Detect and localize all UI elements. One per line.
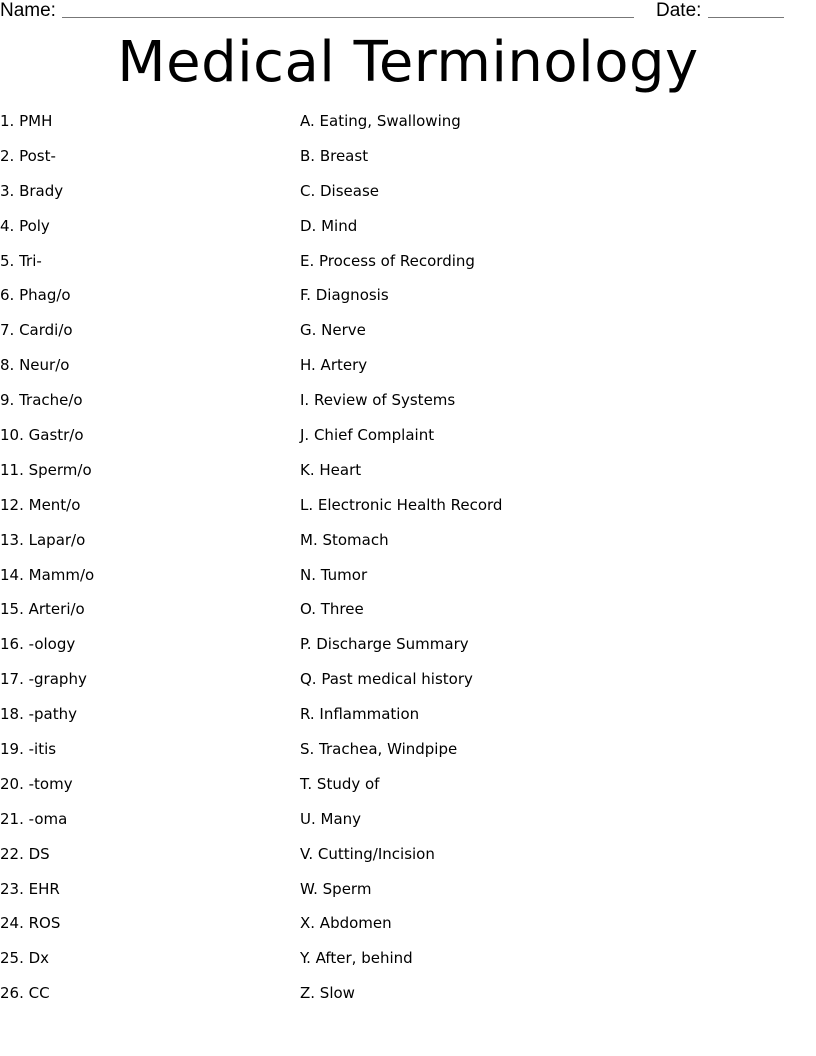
definition-item: E. Process of Recording [300,251,475,270]
definition-item: D. Mind [300,216,358,235]
term-item: 15. Arteri/o [0,600,85,619]
term-item: 1. PMH [0,112,53,130]
definition-item: U. Many [300,809,362,828]
definition-item: N. Tumor [300,565,368,584]
term-item: 2. Post- [0,146,56,165]
name-line[interactable] [62,17,634,18]
terms-list [0,111,290,1018]
term-item: 6. Phag/o [0,286,71,305]
definitions-list [300,111,800,1018]
definition-item: L. Electronic Health Record [300,495,503,514]
definition-item: A. Eating, Swallowing [300,112,461,130]
definition-item: S. Trachea, Windpipe [300,740,458,759]
date-line[interactable] [708,17,784,18]
definition-item: R. Inflammation [300,705,420,724]
term-item: 12. Ment/o [0,495,81,514]
term-item: 23. EHR [0,879,60,898]
term-item: 4. Poly [0,216,50,235]
term-item: 8. Neur/o [0,356,70,375]
definition-item: W. Sperm [300,879,372,898]
term-item: 17. -graphy [0,670,87,689]
term-item: 20. -tomy [0,774,73,793]
term-item: 24. ROS [0,914,61,933]
definition-item: J. Chief Complaint [300,426,435,445]
definition-item: Q. Past medical history [300,670,473,689]
term-item: 9. Trache/o [0,391,83,410]
term-item: 26. CC [0,984,50,1003]
definition-item: V. Cutting/Incision [300,844,435,863]
term-item: 22. DS [0,844,50,863]
definition-item: I. Review of Systems [300,391,456,410]
term-item: 13. Lapar/o [0,530,86,549]
term-item: 5. Tri- [0,251,42,270]
term-item: 19. -itis [0,740,57,759]
term-item: 10. Gastr/o [0,426,84,445]
term-item: 14. Mamm/o [0,565,95,584]
definition-item: P. Discharge Summary [300,635,469,654]
definition-item: C. Disease [300,181,380,200]
definition-item: O. Three [300,600,364,619]
definition-item: K. Heart [300,460,362,479]
definition-item: T. Study of [300,774,380,793]
term-item: 3. Brady [0,181,64,200]
date-label: Date: [656,0,702,21]
term-item: 11. Sperm/o [0,460,92,479]
definition-item: X. Abdomen [300,914,392,933]
definition-item: G. Nerve [300,321,366,340]
header-row [0,0,816,24]
page-title: Medical Terminology [117,30,699,95]
definition-item: B. Breast [300,146,369,165]
term-item: 16. -ology [0,635,76,654]
term-item: 7. Cardi/o [0,321,73,340]
definition-item: M. Stomach [300,530,389,549]
definition-item: Y. After, behind [300,949,413,968]
term-item: 18. -pathy [0,705,78,724]
name-label: Name: [0,0,56,21]
term-item: 21. -oma [0,809,68,828]
definition-item: H. Artery [300,356,368,375]
term-item: 25. Dx [0,949,50,968]
definition-item: Z. Slow [300,984,355,1003]
definition-item: F. Diagnosis [300,286,389,305]
